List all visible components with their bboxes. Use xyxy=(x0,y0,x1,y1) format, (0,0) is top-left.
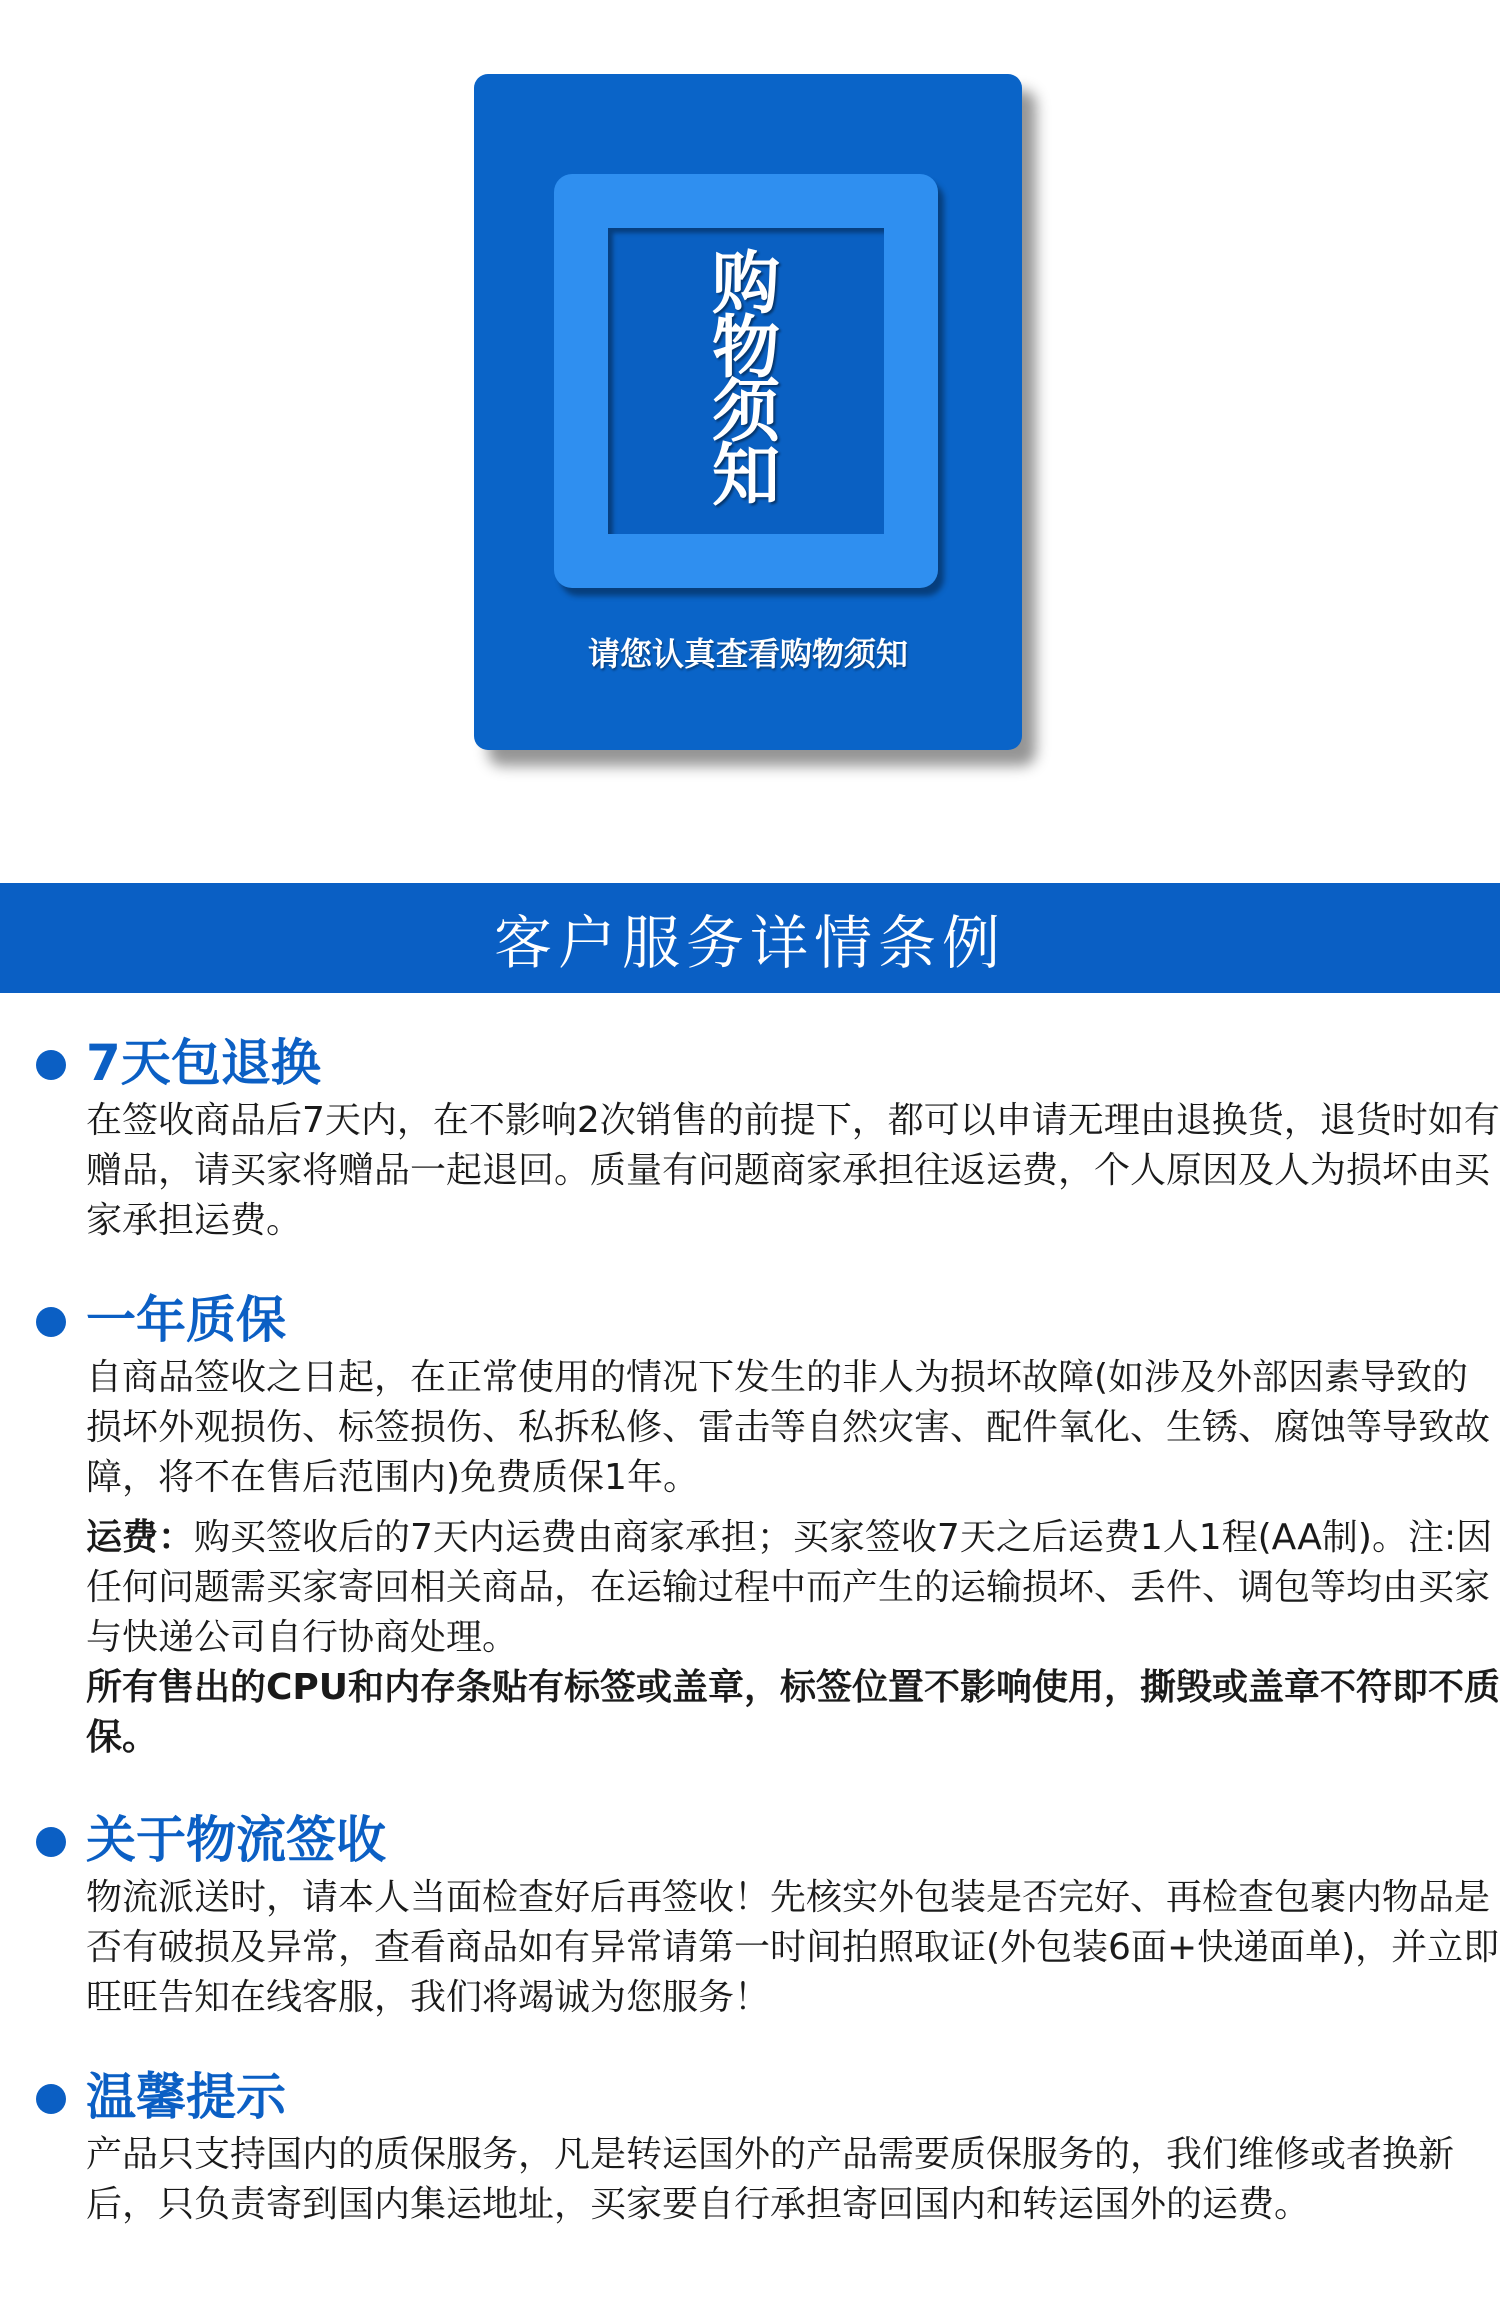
section-banner xyxy=(0,883,1500,993)
section-paragraph: 自商品签收之日起，在正常使用的情况下发生的非人为损坏故障(如涉及外部因素导致的损坏外观损伤、标签损伤、私拆私修、雷击等自然灾害、配件氧化、生锈、腐蚀等导致故障，将不在售后范围内)免费质保1年。 xyxy=(86,1357,1491,1498)
section-heading xyxy=(36,1807,1476,1873)
section-paragraph: 在签收商品后7天内，在不影响2次销售的前提下，都可以申请无理由退换货，退货时如有赠品，请买家将赠品一起退回。质量有问题商家承担往返运费，个人原因及人为损坏由买家承担运费。 xyxy=(86,1100,1500,1241)
bullet-dot-icon xyxy=(36,1050,66,1080)
section-heading xyxy=(36,1287,1476,1353)
section-title: 7天包退换 xyxy=(86,1034,321,1092)
section-return-exchange xyxy=(36,1030,1500,1246)
bullet-dot-icon xyxy=(36,2084,66,2114)
section-title: 一年质保 xyxy=(86,1291,286,1349)
card-frame xyxy=(554,174,938,588)
section-tips xyxy=(36,2064,1476,2230)
section-paragraph: 产品只支持国内的质保服务，凡是转运国外的产品需要质保服务的，我们维修或者换新后，只负责寄到国内集运地址，买家要自行承担寄回国内和转运国外的运费。 xyxy=(86,2134,1455,2225)
warranty-warning: 所有售出的CPU和内存条贴有标签或盖章，标签位置不影响使用，撕毁或盖章不符即不质保。 xyxy=(86,1667,1500,1758)
section-logistics xyxy=(36,1807,1500,2023)
section-warranty xyxy=(36,1287,1500,1763)
section-title: 关于物流签收 xyxy=(86,1811,386,1869)
card-title: 购物须知 xyxy=(711,245,780,516)
shipping-label: 运费： xyxy=(86,1517,195,1558)
card-frame-inner xyxy=(608,228,884,534)
section-title: 温馨提示 xyxy=(86,2068,286,2126)
section-heading xyxy=(36,1030,1476,1096)
shipping-text: 购买签收后的7天内运费由商家承担；买家签收7天之后运费1人1程(AA制)。注:因任何问题需买家寄回相关商品，在运输过程中而产生的运输损坏、丢件、调包等均由买家与快递公司自行协商处理。 xyxy=(86,1517,1493,1658)
banner-title: 客户服务详情条例 xyxy=(493,909,1006,977)
bullet-dot-icon xyxy=(36,1307,66,1337)
shopping-notice-card xyxy=(474,74,1022,750)
section-heading xyxy=(36,2064,1476,2130)
section-paragraph: 物流派送时，请本人当面检查好后再签收！先核实外包装是否完好、再检查包裹内物品是否有破损及异常，查看商品如有异常请第一时间拍照取证(外包装6面+快递面单)，并立即旺旺告知在线客服，我们将竭诚为您服务！ xyxy=(86,1877,1500,2018)
bullet-dot-icon xyxy=(36,1827,66,1857)
shipping-paragraph xyxy=(86,1513,1500,1663)
card-subtitle: 请您认真查看购物须知 xyxy=(587,635,908,673)
